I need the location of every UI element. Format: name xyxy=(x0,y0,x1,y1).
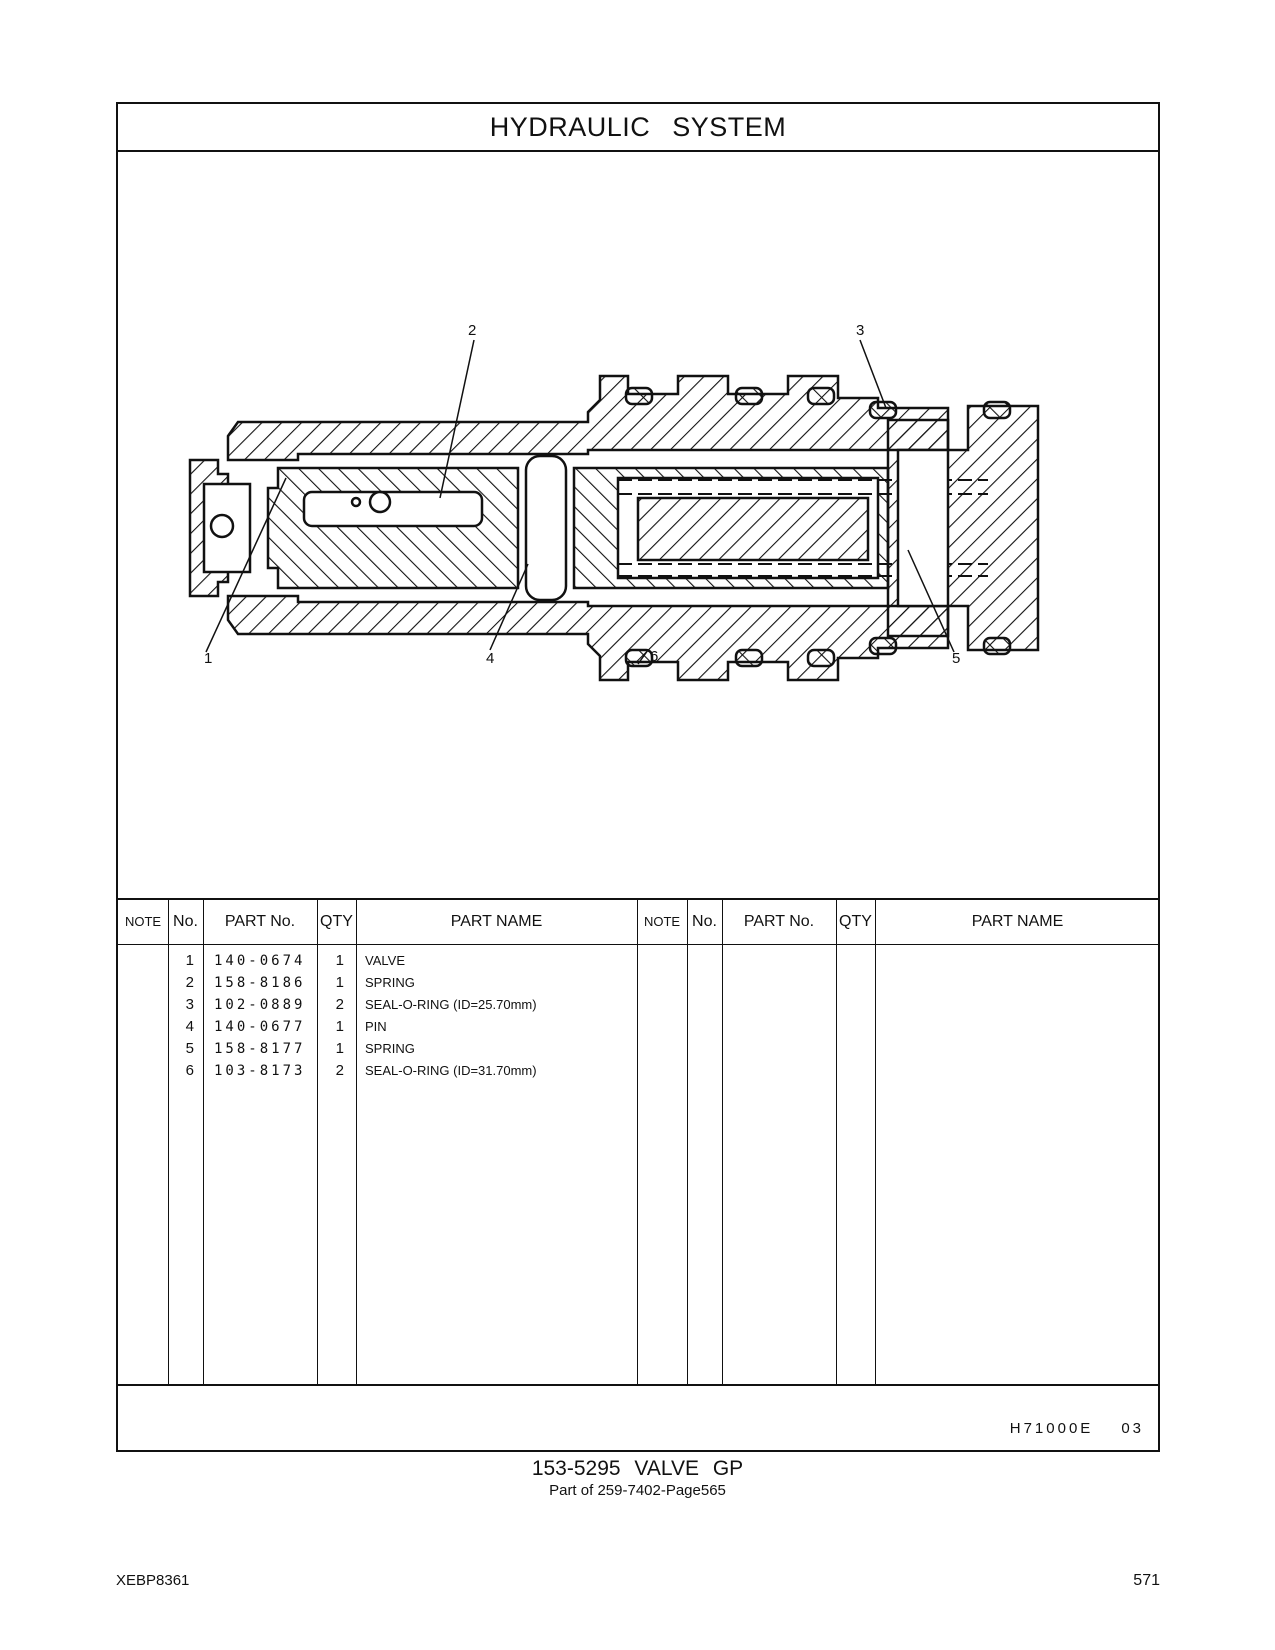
callout-6: 6 xyxy=(650,648,659,665)
valve-cross-section-drawing xyxy=(118,150,1158,898)
page-frame xyxy=(116,102,1160,1452)
o-ring-bottom-4 xyxy=(870,638,896,654)
inner-rod xyxy=(638,498,868,560)
callout-2: 2 xyxy=(468,322,477,339)
header-no-right: No. xyxy=(692,913,717,930)
table-row: 5 158-8177 1 SPRING xyxy=(185,1040,415,1057)
callout-1: 1 xyxy=(204,650,213,667)
table-row: 2 158-8186 1 SPRING xyxy=(185,974,415,991)
callout-5: 5 xyxy=(952,650,961,667)
o-ring-bottom-2 xyxy=(736,650,762,666)
header-note-right: NOTE xyxy=(643,914,681,929)
table-row: 4 140-0677 1 PIN xyxy=(185,1018,387,1035)
o-ring-top-3 xyxy=(808,388,834,404)
group-title: 153-5295 VALVE GP xyxy=(531,1457,744,1480)
o-ring-top-2 xyxy=(736,388,762,404)
header-part-name: PART NAME xyxy=(450,913,543,930)
section-title: HYDRAULIC SYSTEM xyxy=(118,104,1158,152)
header-part-no-right: PART No. xyxy=(743,913,815,930)
header-note: NOTE xyxy=(124,914,162,929)
o-ring-bottom-3 xyxy=(808,650,834,666)
page-number: 571 xyxy=(1133,1572,1160,1589)
header-qty-right: QTY xyxy=(839,913,872,930)
group-subtitle: Part of 259-7402-Page565 xyxy=(549,1482,726,1499)
table-row: 1 140-0674 1 VALVE xyxy=(185,952,405,969)
drawing-code: H71000E 03 xyxy=(1009,1420,1144,1437)
o-ring-3 xyxy=(870,402,896,418)
o-ring-right-top xyxy=(984,402,1010,418)
spool-left xyxy=(268,468,518,588)
o-ring-top-1 xyxy=(626,388,652,404)
header-part-name-right: PART NAME xyxy=(971,913,1064,930)
parts-table xyxy=(118,898,1158,1386)
valve-diagram xyxy=(118,150,1158,898)
table-row: 3 102-0889 2 SEAL-O-RING (ID=25.70mm) xyxy=(185,996,537,1013)
table-row: 6 103-8173 2 SEAL-O-RING (ID=31.70mm) xyxy=(185,1062,537,1079)
pin xyxy=(526,456,566,600)
valve-end-hole xyxy=(211,515,233,537)
callout-4: 4 xyxy=(486,650,495,667)
spring-slot xyxy=(304,492,482,526)
drawing-revision: 03 xyxy=(1121,1420,1144,1437)
o-ring-right-bottom xyxy=(984,638,1010,654)
header-no: No. xyxy=(173,913,198,930)
header-qty: QTY xyxy=(320,913,353,930)
body-lower-wall xyxy=(228,596,948,680)
callout-3: 3 xyxy=(856,322,865,339)
body-upper-wall xyxy=(228,376,948,460)
doc-number: XEBP8361 xyxy=(116,1572,190,1589)
header-part-no: PART No. xyxy=(224,913,296,930)
